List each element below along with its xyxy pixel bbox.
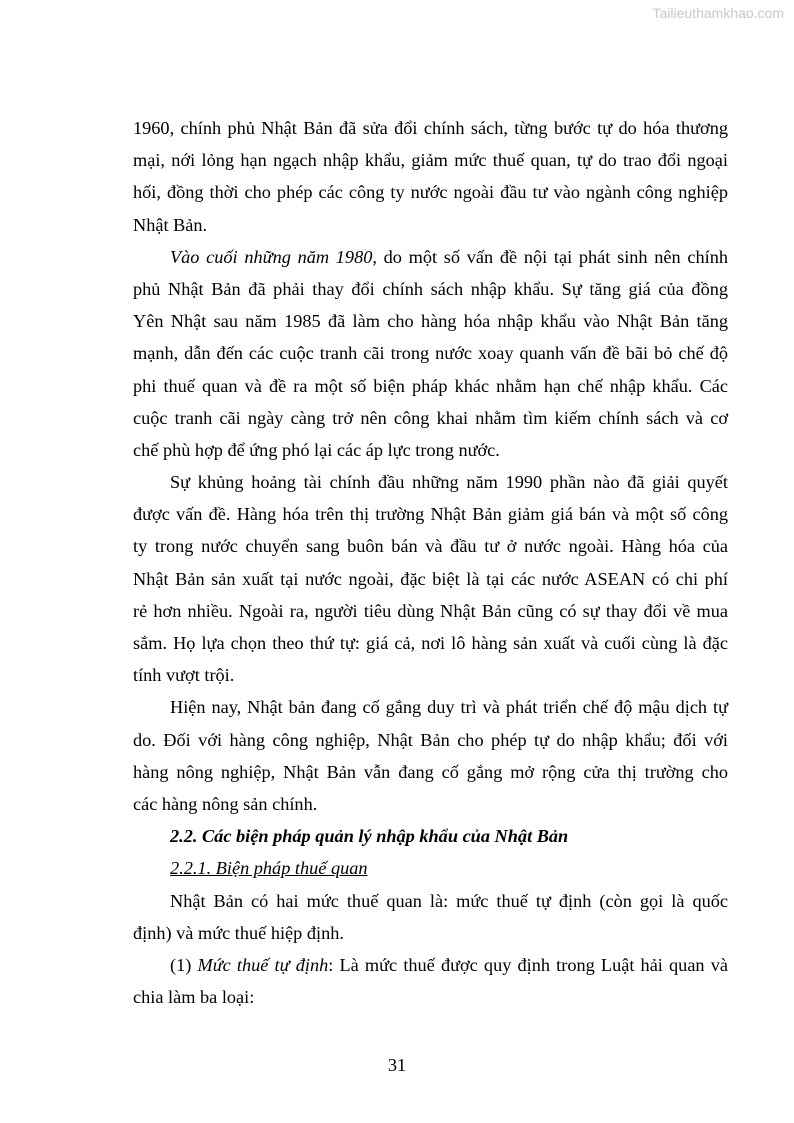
- paragraph: [133, 466, 728, 691]
- text-line: [133, 756, 728, 788]
- text-line: [133, 530, 728, 562]
- text-segment: định) và mức thuế hiệp định.: [133, 922, 344, 943]
- text-segment: sắm. Họ lựa chọn theo thứ tự: giá cả, nơi lô hàng sản xuất và cuối cùng là đặc: [133, 633, 728, 653]
- text-segment: Nhật Bản có hai mức thuế quan là: mức thuế tự định (còn gọi là quốc: [170, 890, 728, 911]
- text-segment: cuộc tranh cãi ngày càng trở nên công khai nhằm tìm kiếm chính sách và cơ: [133, 407, 728, 428]
- text-line: [133, 209, 728, 241]
- text-line: [133, 627, 728, 659]
- text-line: [133, 434, 728, 466]
- text-segment: 2.2. Các biện pháp quản lý nhập khẩu của Nhật Bản: [170, 826, 569, 847]
- text-line: [133, 788, 728, 820]
- paragraph: [133, 112, 728, 241]
- text-segment: Hiện nay, Nhật bản đang cố gắng duy trì và phát triển chế độ mậu dịch tự: [170, 697, 728, 718]
- document-body: [133, 112, 728, 1013]
- text-segment: mại, nới lỏng hạn ngạch nhập khẩu, giảm mức thuế quan, tự do trao đổi ngoại: [133, 150, 728, 171]
- text-segment: hàng nông nghiệp, Nhật Bản vẫn đang cố gắng mở rộng cửa thị trường cho: [133, 761, 728, 782]
- text-segment: Nhật Bản sản xuất tại nước ngoài, đặc biệt là tại các nước ASEAN có chi phí: [133, 568, 728, 589]
- text-line: [133, 466, 728, 498]
- text-line: [133, 370, 728, 402]
- text-line: [133, 176, 728, 208]
- text-line: [133, 595, 728, 627]
- text-segment: rẻ hơn nhiều. Ngoài ra, người tiêu dùng Nhật Bản cũng có sự thay đổi về mua: [133, 600, 728, 621]
- text-line: [133, 498, 728, 530]
- text-segment: mạnh, dẫn đến các cuộc tranh cãi trong nước xoay quanh vấn đề bãi bỏ chế độ: [133, 343, 728, 364]
- text-line: [133, 402, 728, 434]
- text-segment: được vấn đề. Hàng hóa trên thị trường Nhật Bản giảm giá bán và một số công: [133, 504, 728, 525]
- page-number: 31: [387, 1055, 407, 1075]
- text-segment: chế phù hợp để ứng phó lại các áp lực trong nước.: [133, 439, 500, 460]
- paragraph: [133, 949, 728, 1013]
- text-segment: 2.2.1. Biện pháp thuế quan: [170, 858, 368, 879]
- text-line: [133, 241, 728, 273]
- watermark: Tailieuthamkhao.com: [652, 5, 784, 21]
- text-line: [133, 981, 728, 1013]
- text-line: [133, 820, 728, 852]
- text-line: [133, 659, 728, 691]
- text-segment: ty trong nước chuyển sang buôn bán và đầu tư ở nước ngoài. Hàng hóa của: [133, 536, 728, 557]
- section-heading: [133, 820, 728, 852]
- text-segment: Nhật Bản.: [133, 214, 208, 235]
- section-heading: [133, 852, 728, 884]
- text-line: [133, 917, 728, 949]
- text-segment: các hàng nông sản chính.: [133, 793, 318, 814]
- text-segment: phủ Nhật Bản đã phải thay đổi chính sách nhập khẩu. Sự tăng giá của đồng: [133, 278, 728, 299]
- text-line: [133, 273, 728, 305]
- text-line: [133, 144, 728, 176]
- text-segment: : Là mức thuế được quy định trong Luật hải quan và: [328, 954, 728, 975]
- text-segment: Sự khủng hoảng tài chính đầu những năm 1990 phần nào đã giải quyết: [170, 472, 728, 493]
- text-segment: 1960, chính phủ Nhật Bản đã sửa đổi chính sách, từng bước tự do hóa thương: [133, 118, 728, 138]
- text-line: [133, 949, 728, 981]
- text-line: [133, 691, 728, 723]
- text-segment: (1): [170, 954, 198, 975]
- text-segment: tính vượt trội.: [133, 665, 235, 686]
- text-line: [133, 305, 728, 337]
- text-segment: , do một số vấn đề nội tại phát sinh nên chính: [372, 246, 728, 267]
- paragraph: [133, 241, 728, 466]
- text-segment: Vào cuối những năm 1980: [170, 246, 373, 267]
- text-segment: phi thuế quan và đề ra một số biện pháp khác nhằm hạn chế nhập khẩu. Các: [133, 375, 728, 396]
- text-segment: hối, đồng thời cho phép các công ty nước ngoài đầu tư vào ngành công nghiệp: [133, 182, 728, 203]
- text-line: [133, 885, 728, 917]
- text-line: [133, 724, 728, 756]
- text-line: [133, 337, 728, 369]
- paragraph: [133, 885, 728, 949]
- text-segment: Yên Nhật sau năm 1985 đã làm cho hàng hóa nhập khẩu vào Nhật Bản tăng: [133, 311, 728, 332]
- text-segment: chia làm ba loại:: [133, 987, 255, 1008]
- text-line: [133, 852, 728, 884]
- paragraph: [133, 691, 728, 820]
- text-segment: do. Đối với hàng công nghiệp, Nhật Bản cho phép tự do nhập khẩu; đối với: [133, 729, 728, 750]
- text-line: [133, 112, 728, 144]
- text-segment: Mức thuế tự định: [197, 954, 329, 975]
- text-line: [133, 563, 728, 595]
